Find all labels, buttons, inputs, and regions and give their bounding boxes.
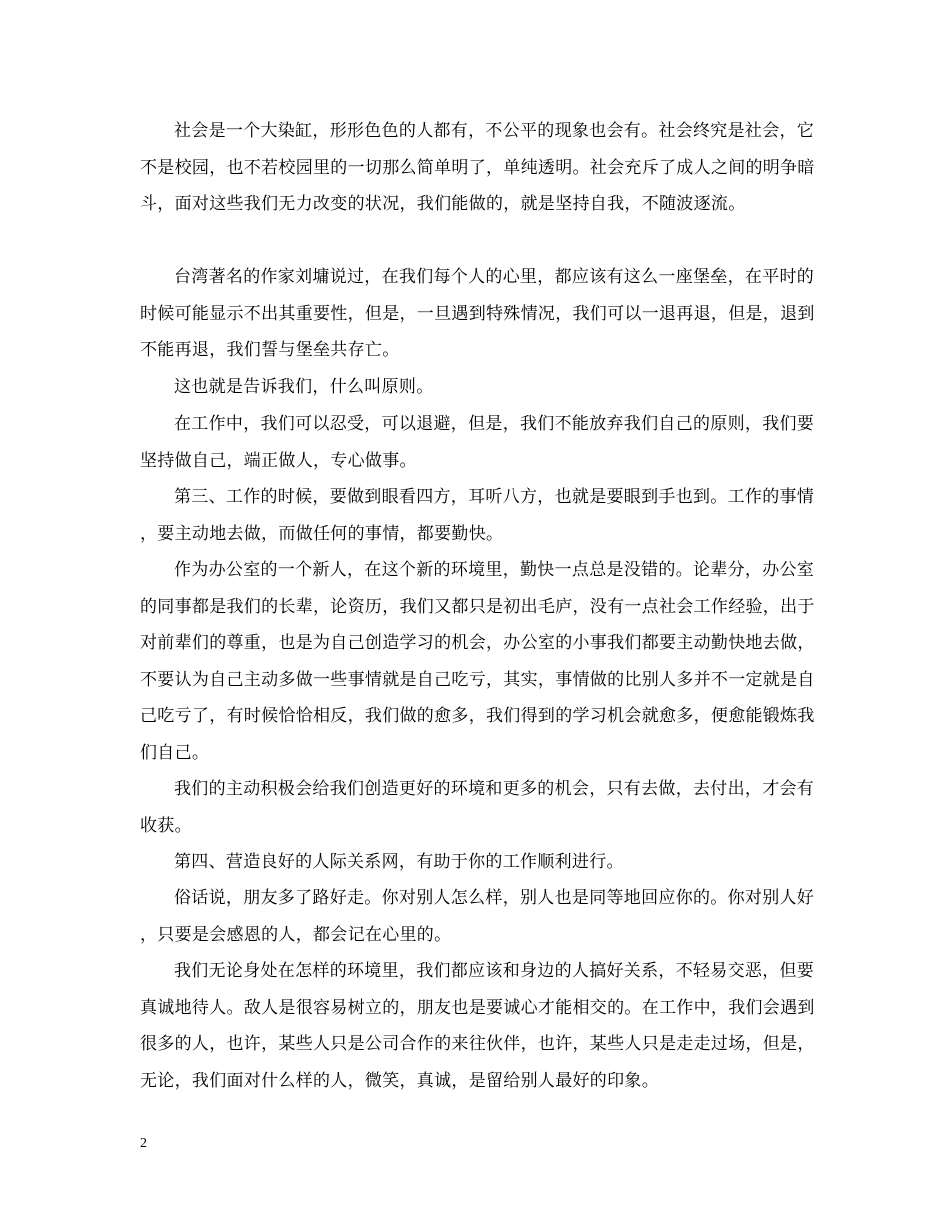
- paragraph-10: 我们无论身处在怎样的环境里，我们都应该和身边的人搞好关系，不轻易交恶，但要真诚地待人。敌人是很容易树立的，朋友也是要诚心才能相交的。在工作中，我们会遇到很多的人，也许，某些人只是公司合作的来往伙伴，也许，某些人只是走走过场，但是，无论，我们面对什么样的人，微笑，真诚，是留给别人最好的印象。: [140, 961, 815, 1091]
- paragraph-4: 在工作中，我们可以忍受，可以退避，但是，我们不能放弃我们自己的原则，我们要坚持做自己，端正做人，专心做事。: [140, 414, 815, 471]
- paragraph-2: 台湾著名的作家刘墉说过，在我们每个人的心里，都应该有这么一座堡垒，在平时的时候可能显示不出其重要性，但是，一旦遇到特殊情况，我们可以一退再退，但是，退到不能再退，我们誓与堡垒共存亡。: [140, 267, 815, 361]
- paragraph-1: 社会是一个大染缸，形形色色的人都有，不公平的现象也会有。社会终究是社会，它不是校园，也不若校园里的一切那么简单明了，单纯透明。社会充斥了成人之间的明争暗斗，面对这些我们无力改变的状况，我们能做的，就是坚持自我，不随波逐流。: [140, 121, 815, 215]
- paragraph-8: 第四、营造良好的人际关系网，有助于你的工作顺利进行。: [174, 852, 624, 872]
- paragraph-3: 这也就是告诉我们，什么叫原则。: [174, 377, 434, 397]
- paragraph-6: 作为办公室的一个新人，在这个新的环境里，勤快一点总是没错的。论辈分，办公室的同事都是我们的长辈，论资历，我们又都只是初出毛庐，没有一点社会工作经验，出于对前辈们的尊重，也是为自己创造学习的机会，办公室的小事我们都要主动勤快地去做，不要认为自己主动多做一些事情就是自己吃亏，其实，事情做的比别人多并不一定就是自己吃亏了，有时候恰恰相反，我们做的愈多，我们得到的学习机会就愈多，便愈能锻炼我们自己。: [140, 560, 815, 763]
- paragraph-9: 俗话说，朋友多了路好走。你对别人怎么样，别人也是同等地回应你的。你对别人好，只要是会感恩的人，都会记在心里的。: [140, 888, 815, 945]
- paragraph-5: 第三、工作的时候，要做到眼看四方，耳听八方，也就是要眼到手也到。工作的事情，要主动地去做，而做任何的事情，都要勤快。: [140, 487, 815, 544]
- paragraph-7: 我们的主动积极会给我们创造更好的环境和更多的机会，只有去做，去付出，才会有收获。: [140, 779, 815, 836]
- page-number: 2: [140, 1136, 147, 1151]
